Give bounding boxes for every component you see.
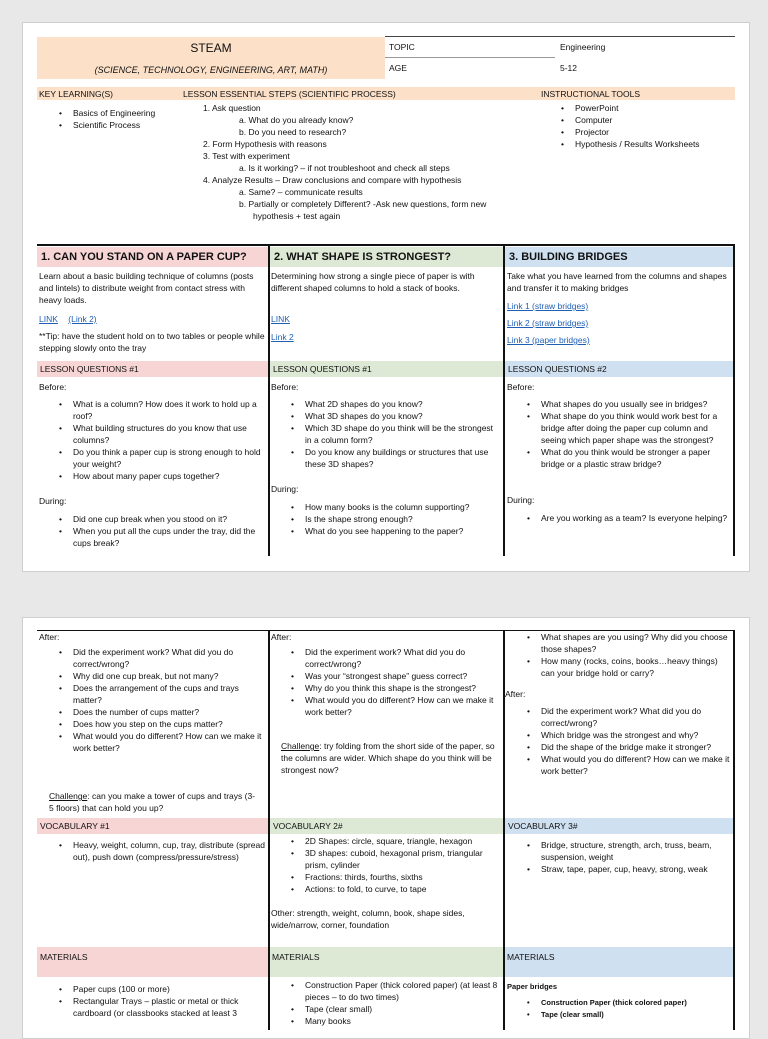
list-item: • Was your “strongest shape” guess correct? [271, 670, 501, 682]
step-1a: a. What do you already know? [239, 115, 354, 125]
list-item: • Tape (clear small) [507, 1009, 733, 1021]
list-item: • Paper cups (100 or more) [39, 983, 267, 995]
worksheet-page-2 [22, 617, 750, 1039]
list-item: • Computer [541, 114, 741, 126]
col2-materials-list [271, 979, 501, 1027]
list-item: • Does the arrangement of the cups and trays matter? [39, 682, 267, 706]
col1-challenge [49, 790, 259, 814]
list-item: • What is a column? How does it work to hold up a roof? [39, 398, 267, 422]
col1-during-label: During: [39, 496, 67, 506]
list-item: • What shape do you think would work best for a bridge after doing the paper cup column and seeing which paper shape was the strongest? [507, 410, 733, 446]
col2-before-label: Before: [271, 382, 299, 392]
list-item: • Basics of Engineering [39, 107, 189, 119]
col2-link-1[interactable]: LINK [271, 314, 290, 324]
col1-link-1[interactable]: LINK [39, 314, 58, 324]
col3-link-1[interactable]: Link 1 (straw bridges) [507, 301, 589, 311]
step-4b: b. Partially or completely Different? -Ask new questions, form new [239, 199, 487, 209]
col3-materials-list [507, 997, 733, 1021]
col3-vocab-label: VOCABULARY 3# [505, 818, 733, 834]
header-rule-mid [385, 57, 555, 58]
col2-during-list [271, 501, 501, 537]
challenge-text: : try folding from the short side of the paper, so the columns are wider. Which shape do you think will be strongest now? [281, 741, 495, 775]
header-rule [385, 36, 735, 37]
col3-after-list [507, 705, 733, 777]
step-4b-cont: hypothesis + test again [253, 211, 341, 221]
col2-link-2[interactable]: Link 2 [271, 332, 294, 342]
list-item: • Which 3D shape do you think will be the strongest in a column form? [271, 422, 501, 446]
age-label: AGE [389, 63, 407, 73]
col1-before-label: Before: [39, 382, 67, 392]
list-item: • Construction Paper (thick colored paper) (at least 8 pieces – to do two times) [271, 979, 501, 1003]
list-item: • Hypothesis / Results Worksheets [541, 138, 741, 150]
list-item: • Are you working as a team? Is everyone helping? [507, 512, 733, 524]
list-item: • Bridge, structure, strength, arch, truss, beam, suspension, weight [507, 839, 733, 863]
challenge-label: Challenge [281, 741, 320, 751]
list-item: • When you put all the cups under the tray, did the cups break? [39, 525, 267, 549]
topic-label: TOPIC [389, 42, 415, 52]
list-item: • Scientific Process [39, 119, 189, 131]
list-item: • Fractions: thirds, fourths, sixths [271, 871, 501, 883]
col3-during-label: During: [507, 495, 535, 505]
list-item: • How about many paper cups together? [39, 470, 267, 482]
list-item: • How many books is the column supporting? [271, 501, 501, 513]
col2-questions-label: LESSON QUESTIONS #1 [270, 361, 503, 377]
tools-list [541, 102, 741, 150]
column-divider [733, 630, 735, 1030]
col3-materials-subheading: Paper bridges [507, 982, 558, 991]
section-rule [37, 244, 735, 246]
step-3a: a. Is it working? – if not troubleshoot and check all steps [239, 163, 450, 173]
col1-description: Learn about a basic building technique of columns (posts and lintels) to distribute weight from contact stress with heavy loads. [39, 271, 254, 305]
list-item: • Do you think a paper cup is strong enough to hold your weight? [39, 446, 267, 470]
list-item: • Straw, tape, paper, cup, heavy, strong, weak [507, 863, 733, 875]
list-item: • How many (rocks, coins, books…heavy things) can your bridge hold or carry? [507, 655, 733, 679]
list-item: • What do you see happening to the paper? [271, 525, 501, 537]
list-item: • Many books [271, 1015, 501, 1027]
col3-during-list [507, 512, 733, 524]
col1-links [39, 313, 97, 325]
steps-list [203, 102, 543, 222]
col1-materials-label: MATERIALS [40, 952, 88, 962]
col2-after-label: After: [271, 632, 292, 642]
list-item: • Does the number of cups matter? [39, 706, 267, 718]
step-4: 4. Analyze Results – Draw conclusions and compare with hypothesis [203, 175, 462, 185]
list-item: • What would you do different? How can we make it work better? [39, 730, 267, 754]
col3-heading: 3. BUILDING BRIDGES [505, 247, 733, 267]
worksheet-page-1 [22, 22, 750, 572]
topic-value: Engineering [560, 42, 606, 52]
list-item: • Did the shape of the bridge make it stronger? [507, 741, 733, 753]
list-item: • Does how you step on the cups matter? [39, 718, 267, 730]
list-item: • Do you know any buildings or structures that use these 3D shapes? [271, 446, 501, 470]
list-item: • What shapes do you usually see in bridges? [507, 398, 733, 410]
list-item: • Did the experiment work? What did you do correct/wrong? [271, 646, 501, 670]
list-item: • Did one cup break when you stood on it? [39, 513, 267, 525]
list-item: • Is the shape strong enough? [271, 513, 501, 525]
list-item: • Rectangular Trays – plastic or metal or thick cardboard (or classbooks stacked at least 3 [39, 995, 267, 1019]
col3-materials-label: MATERIALS [507, 952, 555, 962]
challenge-label: Challenge [49, 791, 88, 801]
list-item: • Why do you think this shape is the strongest? [271, 682, 501, 694]
list-item: • Which bridge was the strongest and why? [507, 729, 733, 741]
list-item: • What 2D shapes do you know? [271, 398, 501, 410]
key-learnings-list [39, 107, 189, 131]
col1-after-list [39, 646, 267, 754]
col2-vocab-list [271, 835, 501, 895]
col2-during-label: During: [271, 484, 299, 494]
step-2: 2. Form Hypothesis with reasons [203, 139, 327, 149]
col3-top-list [507, 631, 733, 679]
column-divider [268, 244, 270, 556]
list-item: • Did the experiment work? What did you do correct/wrong? [39, 646, 267, 670]
list-item: • 2D Shapes: circle, square, triangle, hexagon [271, 835, 501, 847]
tools-label: INSTRUCTIONAL TOOLS [541, 89, 641, 99]
list-item: • 3D shapes: cuboid, hexagonal prism, triangular prism, cylinder [271, 847, 501, 871]
step-4a: a. Same? – communicate results [239, 187, 363, 197]
list-item: • What do you think would be stronger a paper bridge or a plastic straw bridge? [507, 446, 733, 470]
col1-questions-label: LESSON QUESTIONS #1 [37, 361, 268, 377]
list-item: • PowerPoint [541, 102, 741, 114]
list-item: • What shapes are you using? Why did you choose those shapes? [507, 631, 733, 655]
col3-questions-label: LESSON QUESTIONS #2 [505, 361, 733, 377]
list-item: • What would you do different? How can we make it work better? [271, 694, 501, 718]
age-value: 5-12 [560, 63, 578, 73]
list-item: • What building structures do you know that use columns? [39, 422, 267, 446]
list-item: • Why did one cup break, but not many? [39, 670, 267, 682]
col2-materials-label: MATERIALS [272, 952, 320, 962]
column-divider [733, 244, 735, 556]
steps-label: LESSON ESSENTIAL STEPS (SCIENTIFIC PROCESS) [183, 89, 396, 99]
col1-link-2[interactable]: (Link 2) [68, 314, 97, 324]
col2-heading: 2. WHAT SHAPE IS STRONGEST? [270, 247, 503, 267]
col1-vocab-label: VOCABULARY #1 [37, 818, 268, 834]
col2-vocab-other: Other: strength, weight, column, book, shape sides, wide/narrow, corner, foundation [271, 908, 465, 930]
list-item: • Heavy, weight, column, cup, tray, distribute (spread out), push down (compress/pressure/stress) [39, 839, 267, 863]
steam-subtitle: (SCIENCE, TECHNOLOGY, ENGINEERING, ART, MATH) [94, 65, 328, 75]
col3-link-2[interactable]: Link 2 (straw bridges) [507, 318, 589, 328]
list-item: • Actions: to fold, to curve, to tape [271, 883, 501, 895]
col3-description: Take what you have learned from the columns and shapes and transfer it to making bridges [507, 271, 727, 293]
col1-during-list [39, 513, 267, 549]
list-item: • Projector [541, 126, 741, 138]
step-1: 1. Ask question [203, 103, 261, 113]
col1-vocab-list [39, 839, 267, 863]
col2-challenge [281, 740, 499, 776]
col3-before-list [507, 398, 733, 470]
list-item: • Construction Paper (thick colored paper) [507, 997, 733, 1009]
col1-tip: **Tip: have the student hold on to two tables or people while stepping slowly onto the tray [39, 331, 265, 353]
col2-vocab-label: VOCABULARY 2# [270, 818, 503, 834]
challenge-text: : can you make a tower of cups and trays (3-5 floors) that can hold you up? [49, 791, 255, 813]
col2-description: Determining how strong a single piece of paper is with different shaped columns to hold a stack of books. [271, 271, 475, 293]
col2-before-list [271, 398, 501, 470]
col1-materials-list [39, 983, 267, 1019]
col1-after-label: After: [39, 632, 60, 642]
step-3: 3. Test with experiment [203, 151, 290, 161]
steam-title: STEAM [190, 41, 232, 55]
col3-before-label: Before: [507, 382, 535, 392]
key-learnings-label: KEY LEARNING(S) [39, 89, 114, 99]
column-divider [503, 244, 505, 556]
list-item: • Did the experiment work? What did you do correct/wrong? [507, 705, 733, 729]
col1-before-list [39, 398, 267, 482]
col3-link-3[interactable]: Link 3 (paper bridges) [507, 335, 590, 345]
list-item: • Tape (clear small) [271, 1003, 501, 1015]
col3-after-label: After: [505, 689, 526, 699]
list-item: • What would you do different? How can we make it work better? [507, 753, 733, 777]
step-1b: b. Do you need to research? [239, 127, 347, 137]
col3-vocab-list [507, 839, 733, 875]
col2-after-list [271, 646, 501, 718]
list-item: • What 3D shapes do you know? [271, 410, 501, 422]
col1-heading: 1. CAN YOU STAND ON A PAPER CUP? [37, 247, 268, 267]
